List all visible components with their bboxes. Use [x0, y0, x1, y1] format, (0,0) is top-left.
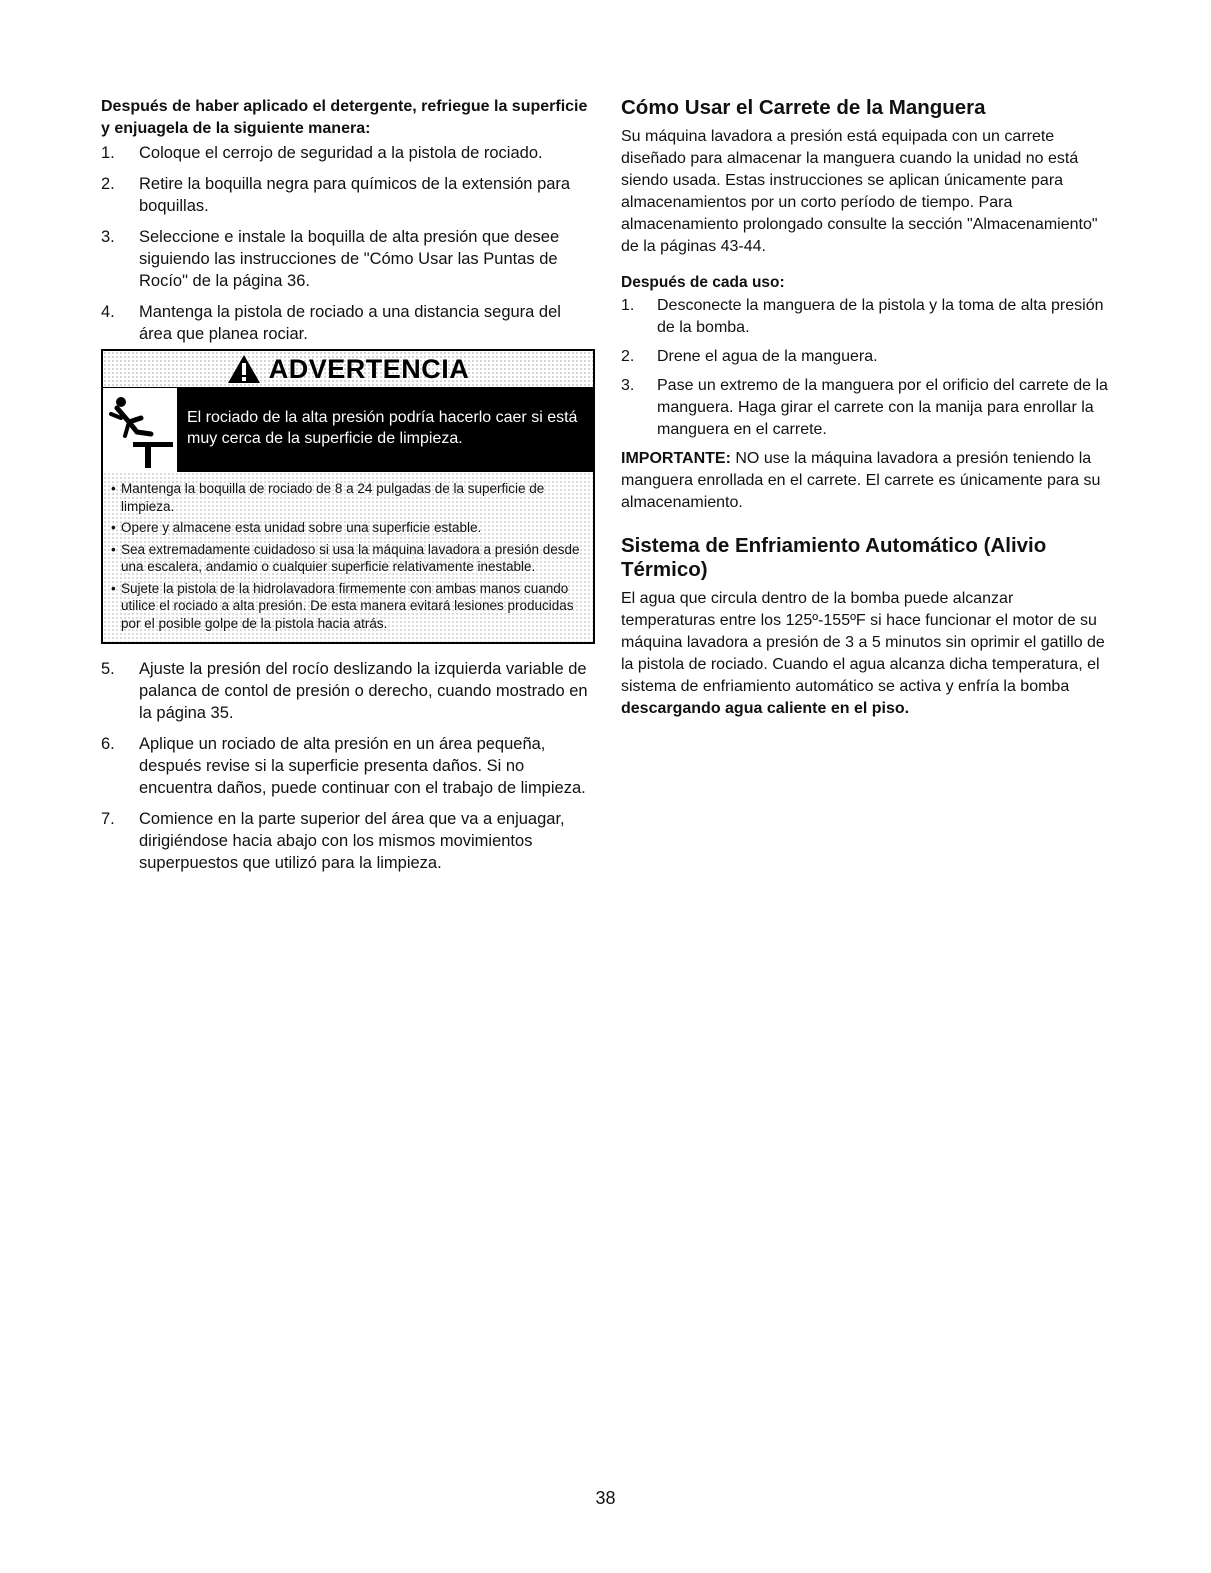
step-number: 1.	[621, 297, 635, 314]
step-number: 1.	[101, 144, 115, 162]
warning-bullets	[103, 472, 593, 642]
step-number: 6.	[101, 735, 115, 753]
step-number: 4.	[101, 303, 115, 321]
step-text: Retire la boquilla negra para químicos de la extensión para boquillas.	[139, 175, 571, 215]
list-item	[621, 346, 1111, 368]
step-number: 2.	[101, 175, 115, 193]
step-text: Coloque el cerrojo de seguridad a la pistola de rociado.	[139, 144, 543, 162]
step-text: Ajuste la presión del rocío deslizando la izquierda variable de palanca de contol de presión o derecho, cuando mostrado en la página 35.	[139, 660, 588, 722]
page-number: 38	[595, 1488, 616, 1508]
step-text: Pase un extremo de la manguera por el orificio del carrete de la manguera. Haga girar el carrete con la manija para enrollar la manguera en el carrete.	[657, 377, 1108, 438]
list-item	[101, 658, 595, 724]
list-item: • Opere y almacene esta unidad sobre una superficie estable.	[111, 519, 585, 537]
list-item	[101, 173, 595, 217]
warning-title: ADVERTENCIA	[268, 353, 470, 384]
rinse-intro: Después de haber aplicado el detergente, refriegue la superficie y enjuagela de la siguiente manera:	[101, 98, 588, 137]
step-text: Drene el agua de la manguera.	[657, 348, 878, 365]
important-no: NO	[735, 450, 760, 467]
list-item	[101, 733, 595, 799]
list-item: • Sujete la pistola de la hidrolavadora firmemente con ambas manos cuando utilice el rociado a alta presión. De esta manera evitará lesiones producidas por el posible golpe de la pistola hacia atrás.	[111, 580, 585, 633]
list-item: • Mantenga la boquilla de rociado de 8 a 24 pulgadas de la superficie de limpieza.	[111, 480, 585, 515]
step-number: 2.	[621, 348, 635, 365]
hose-reel-steps	[621, 295, 1111, 441]
step-number: 7.	[101, 810, 115, 828]
thermal-relief-body	[621, 588, 1111, 720]
left-column	[101, 96, 595, 883]
warning-box	[101, 349, 595, 644]
list-item	[101, 142, 595, 164]
hose-reel-body: Su máquina lavadora a presión está equipada con un carrete diseñado para almacenar la manguera cuando la unidad no está siendo usada. Estas instrucciones se aplican únicamente para almacenamientos por un corto período de tiempo. Para almacenamiento prolongado consulte la sección "Almacenamiento" de la páginas 43-44.	[621, 128, 1098, 255]
important-note	[621, 448, 1111, 514]
rinse-steps-b	[101, 658, 595, 874]
list-item	[101, 301, 595, 345]
step-text: Mantenga la pistola de rociado a una distancia segura del área que planea rociar.	[139, 303, 561, 343]
warning-message-band	[103, 388, 593, 472]
thermal-relief-bold-text: descargando agua caliente en el piso.	[621, 700, 910, 717]
right-column	[621, 96, 1111, 734]
step-number: 3.	[101, 228, 115, 246]
section-title-thermal-relief: Sistema de Enfriamiento Automático (Alivio Térmico)	[621, 534, 1047, 581]
step-text: Seleccione e instale la boquilla de alta presión que desee siguiendo las instrucciones de "Cómo Usar las Puntas de Rocío" de la página 36.	[139, 228, 560, 290]
falling-person-icon	[107, 392, 173, 468]
step-text: Comience en la parte superior del área que va a enjuagar, dirigiéndose hacia abajo con los mismos movimientos superpuestos que utilizó para la limpieza.	[139, 810, 565, 872]
fall-hazard-icon	[103, 388, 177, 472]
step-text: Aplique un rociado de alta presión en un área pequeña, después revise si la superficie presenta daños. Si no encuentra daños, puede continuar con el trabajo de limpieza.	[139, 735, 586, 797]
step-number: 5.	[101, 660, 115, 678]
list-item	[101, 226, 595, 292]
step-text: Desconecte la manguera de la pistola y la toma de alta presión de la bomba.	[657, 297, 1104, 336]
thermal-relief-text: El agua que circula dentro de la bomba puede alcanzar temperaturas entre los 125º-155ºF si hace funcionar el motor de su máquina lavadora a presión de 3 a 5 minutos sin oprimir el gatillo de la pistola de rociado. Cuando el agua alcanza dicha temperatura, el sistema de enfriamiento automático se activa y enfría la bomba	[621, 590, 1105, 695]
section-title-hose-reel: Cómo Usar el Carrete de la Manguera	[621, 96, 986, 119]
list-item	[621, 375, 1111, 441]
after-each-use-heading: Después de cada uso:	[621, 274, 785, 291]
list-item: • Sea extremadamente cuidadoso si usa la máquina lavadora a presión desde una escalera, andamio o cualquier superficie relativamente inestable.	[111, 541, 585, 576]
warning-triangle-icon	[227, 354, 261, 384]
important-text: use la máquina lavadora a presión teniendo la manguera enrollada en el carrete. El carrete es únicamente para su almacenamiento.	[621, 450, 1101, 511]
list-item	[101, 808, 595, 874]
important-label: IMPORTANTE:	[621, 450, 731, 467]
warning-message: El rociado de la alta presión podría hacerlo caer si está muy cerca de la superficie de limpieza.	[187, 409, 578, 447]
list-item	[621, 295, 1111, 339]
step-number: 3.	[621, 377, 635, 394]
warning-header	[103, 351, 593, 388]
rinse-steps-a	[101, 142, 595, 345]
